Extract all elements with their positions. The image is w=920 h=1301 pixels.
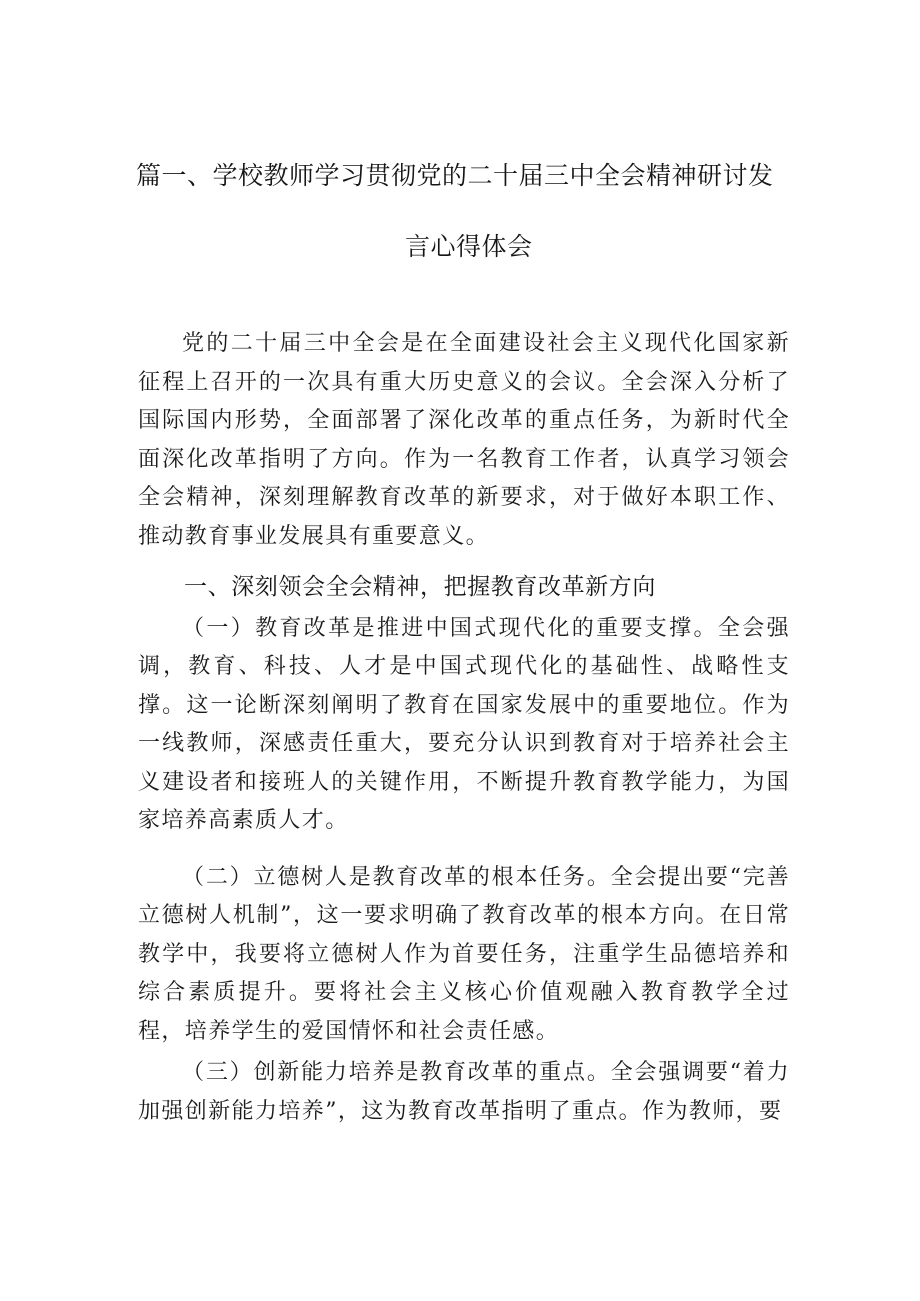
intro-paragraph: 党的二十届三中全会是在全面建设社会主义现代化国家新征程上召开的一次具有重大历史意义的会议。全会深入分析了国际国内形势，全面部署了深化改革的重点任务，为新时代全面深化改革指明了方向。作为一名教育工作者，认真学习领会全会精神，深刻理解教育改革的新要求，对于做好本职工作、推动教育事业发展具有重要意义。 (138, 331, 790, 549)
document-title-line-2: 言心得体会 (405, 232, 533, 261)
paragraph-2: （二）立德树人是教育改革的根本任务。全会提出要“完善立德树人机制”，这一要求明确了教育改革的根本方向。在日常教学中，我要将立德树人作为首要任务，注重学生品德培养和综合素质提升。要将社会主义核心价值观融入教育教学全过程，培养学生的爱国情怀和社会责任感。 (138, 864, 790, 1044)
paragraph-3: （三）创新能力培养是教育改革的重点。全会强调要“着力加强创新能力培养”，这为教育改革指明了重点。作为教师，要 (138, 1060, 790, 1124)
document-body (138, 325, 790, 1131)
paragraph-1: （一）教育改革是推进中国式现代化的重要支撑。全会强调，教育、科技、人才是中国式现代化的基础性、战略性支撑。这一论断深刻阐明了教育在国家发展中的重要地位。作为一线教师，深感责任重大，要充分认识到教育对于培养社会主义建设者和接班人的关键作用，不断提升教育教学能力，为国家培养高素质人才。 (138, 615, 790, 833)
document-title-line-1: 篇一、学校教师学习贯彻党的二十届三中全会精神研讨发 (136, 161, 774, 190)
section-heading-1: 一、深刻领会全会精神，把握教育改革新方向 (184, 574, 656, 600)
